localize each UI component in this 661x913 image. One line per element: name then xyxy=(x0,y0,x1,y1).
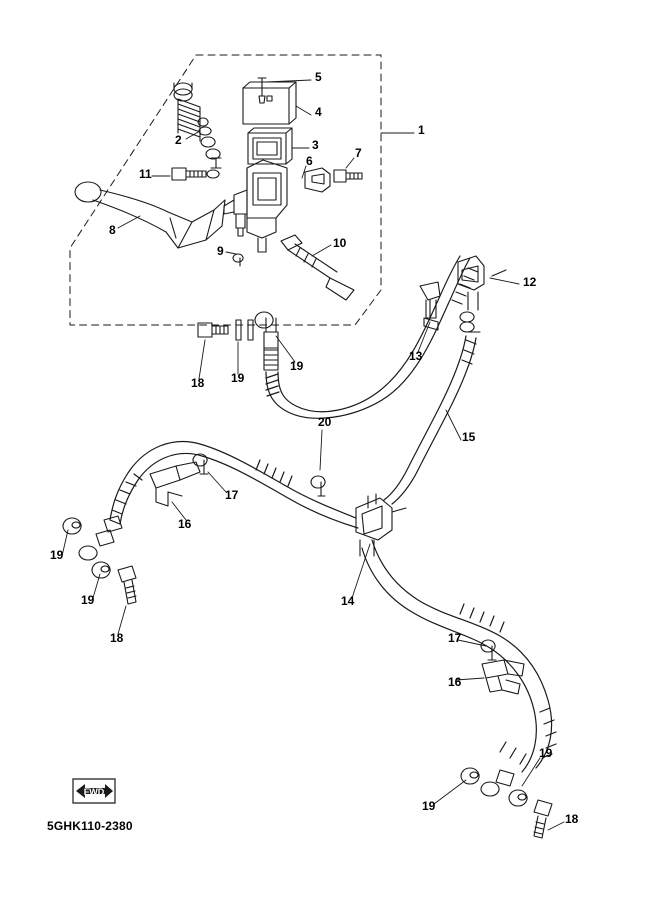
part-19-washer-upper-a xyxy=(236,320,241,340)
callout-15: 15 xyxy=(462,430,476,444)
part-19-washer-left-a xyxy=(63,518,81,534)
callout-2: 2 xyxy=(175,133,182,147)
callout-20: 20 xyxy=(318,415,332,429)
part-19-washer-right-b xyxy=(509,790,527,806)
callout-7: 7 xyxy=(355,146,362,160)
callout-6: 6 xyxy=(306,154,313,168)
part-9-pin xyxy=(233,254,243,266)
part-6-union-joint xyxy=(305,168,330,192)
brake-hose-lower-right xyxy=(362,540,556,772)
part-7-union-bolt xyxy=(334,170,362,182)
callout-5: 5 xyxy=(315,70,322,84)
forward-direction-badge xyxy=(72,778,116,804)
part-3-diaphragm xyxy=(248,128,292,164)
callout-19-upper-a: 19 xyxy=(231,371,245,385)
callout-19-upper-b: 19 xyxy=(290,359,304,373)
part-2-piston-kit xyxy=(174,83,221,178)
part-20-bolt xyxy=(311,476,325,496)
part-17-bolt-left xyxy=(193,454,208,474)
callout-9: 9 xyxy=(217,244,224,258)
callout-19-left-b: 19 xyxy=(81,593,95,607)
callout-17-left: 17 xyxy=(225,488,239,502)
callout-3: 3 xyxy=(312,138,319,152)
part-17-bolt-right xyxy=(481,640,496,660)
master-cylinder-body xyxy=(224,160,287,252)
part-code-label: 5GHK110-2380 xyxy=(47,819,133,833)
callout-19-right-a: 19 xyxy=(539,746,553,760)
callout-18-right: 18 xyxy=(565,812,579,826)
assembly-boundary-dashed xyxy=(70,55,381,325)
part-16-bracket-left xyxy=(150,462,200,506)
callout-1: 1 xyxy=(418,123,425,137)
part-14-hose-joint-block xyxy=(356,494,406,556)
callout-4: 4 xyxy=(315,105,322,119)
part-18-union-bolt-right xyxy=(534,800,552,838)
callout-14: 14 xyxy=(341,594,355,608)
part-19-washer-left-b xyxy=(92,562,110,578)
part-19-washer-upper-b xyxy=(248,320,253,340)
callout-10: 10 xyxy=(333,236,347,250)
callout-leader-lines xyxy=(62,80,564,830)
callout-18-upper: 18 xyxy=(191,376,205,390)
callout-11: 11 xyxy=(139,167,152,181)
part-16-bracket-right xyxy=(482,660,524,694)
hose-right-terminal-fitting xyxy=(481,770,514,796)
callout-16-left: 16 xyxy=(178,517,192,531)
fwd-badge-text: FWD xyxy=(83,787,105,797)
part-11-bolt xyxy=(172,168,206,180)
callout-13: 13 xyxy=(409,349,423,363)
brake-hose-middle-right xyxy=(384,336,476,504)
callout-18-left: 18 xyxy=(110,631,124,645)
callout-17-right: 17 xyxy=(448,631,462,645)
callout-19-right-b: 19 xyxy=(422,799,436,813)
part-8-brake-lever xyxy=(75,182,225,248)
hose-upper-fitting xyxy=(255,312,278,370)
callout-19-left-a: 19 xyxy=(50,548,64,562)
callout-8: 8 xyxy=(109,223,116,237)
part-18-union-bolt-left xyxy=(118,566,136,604)
callout-16-right: 16 xyxy=(448,675,462,689)
callout-12: 12 xyxy=(523,275,537,289)
part-4-reservoir-cap xyxy=(243,82,296,124)
